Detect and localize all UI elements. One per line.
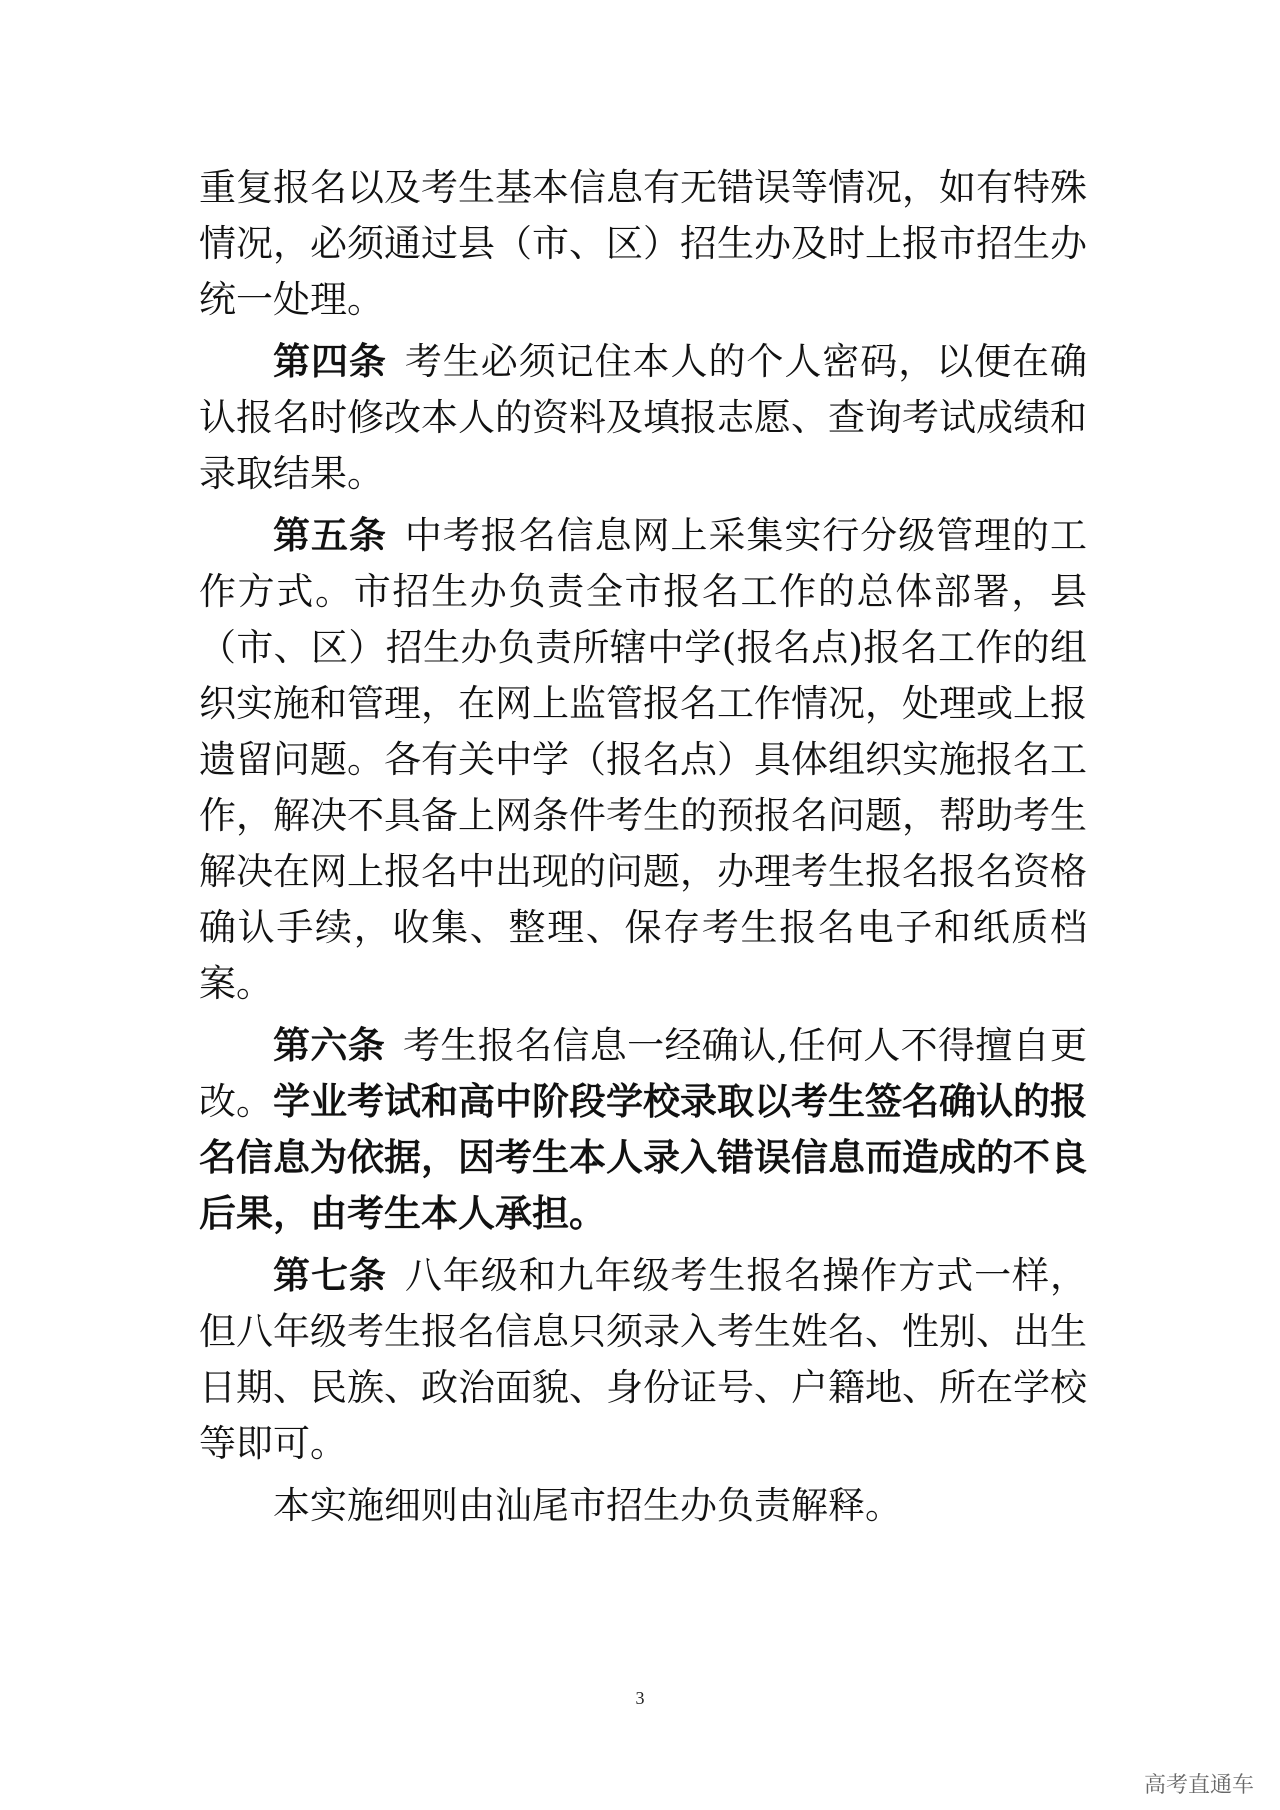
article-5-label: 第五条 (273, 514, 387, 557)
article-6 (199, 1018, 1087, 1242)
article-7-label: 第七条 (273, 1254, 387, 1297)
article-7-text: 八年级和九年级考生报名操作方式一样，但八年级考生报名信息只须录入考生姓名、性别、出生日期、民族、政治面貌、身份证号、户籍地、所在学校等即可。 (199, 1254, 1088, 1465)
article-4-label: 第四条 (273, 340, 387, 383)
closing-paragraph (199, 1478, 1087, 1534)
watermark-text: 高考直通车 (1143, 1773, 1254, 1798)
article-6-text: 考生报名信息一经确认,任何人不得擅自更改。 (199, 1024, 1088, 1123)
article-5 (199, 508, 1087, 1012)
article-6-bold-text: 学业考试和高中阶段学校录取以考生签名确认的报名信息为依据，因考生本人录入错误信息而造成的不良后果，由考生本人承担。 (199, 1080, 1087, 1235)
document-body (199, 160, 1087, 1534)
article-5-text: 中考报名信息网上采集实行分级管理的工作方式。市招生办负责全市报名工作的总体部署，县（市、区）招生办负责所辖中学(报名点)报名工作的组织实施和管理，在网上监管报名工作情况，处理或上报遗留问题。各有关中学（报名点）具体组织实施报名工作，解决不具备上网条件考生的预报名问题，帮助考生解决在网上报名中出现的问题，办理考生报名报名资格确认手续，收集、整理、保存考生报名电子和纸质档案。 (199, 514, 1088, 1005)
page-number: 3 (635, 1688, 645, 1708)
closing-text: 本实施细则由汕尾市招生办负责解释。 (273, 1484, 902, 1527)
continuation-text: 重复报名以及考生基本信息有无错误等情况，如有特殊情况，必须通过县（市、区）招生办及时上报市招生办统一处理。 (199, 166, 1087, 321)
article-4-text: 考生必须记住本人的个人密码，以便在确认报名时修改本人的资料及填报志愿、查询考试成绩和录取结果。 (199, 340, 1088, 495)
article-7 (199, 1248, 1087, 1472)
paragraph-continuation (199, 160, 1087, 328)
article-4 (199, 334, 1087, 502)
article-6-label: 第六条 (273, 1024, 386, 1067)
